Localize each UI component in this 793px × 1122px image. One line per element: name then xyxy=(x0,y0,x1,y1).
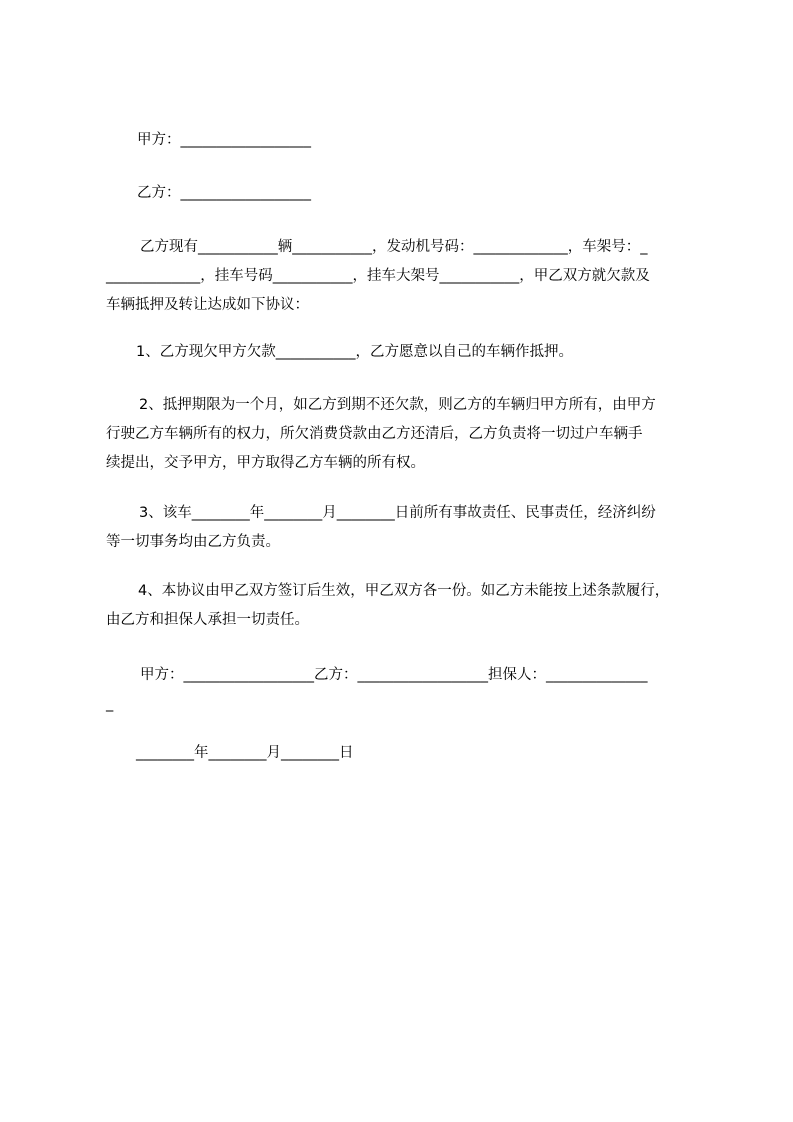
clause-4-line-2: 由乙方和担保人承担一切责任。 xyxy=(106,612,309,628)
clause-2-line-2: 行驶乙方车辆所有的权力，所欠消费贷款由乙方还清后，乙方负责将一切过户车辆手 xyxy=(106,426,643,442)
signature-line: 甲方：__________________乙方：__________________担保人：______________ xyxy=(140,667,648,683)
date-line: ________年________月________日 xyxy=(136,745,354,761)
party-b-line: 乙方：__________________ xyxy=(137,185,311,201)
clause-3-line-1: 3、该车________年________月________日前所有事故责任、民事责任，经济纠纷 xyxy=(139,505,656,521)
preamble-line-3: 车辆抵押及转让达成如下协议： xyxy=(106,297,309,313)
preamble-line-2: _____________，挂车号码___________，挂车大架号___________，甲乙双方就欠款及 xyxy=(106,268,650,284)
clause-3-line-2: 等一切事务均由乙方负责。 xyxy=(106,534,280,550)
preamble-line-1: 乙方现有___________辆___________，发动机号码：_____________，车架号：_ xyxy=(140,239,648,255)
clause-1: 1、乙方现欠甲方欠款___________，乙方愿意以自己的车辆作抵押。 xyxy=(136,344,573,360)
signature-line-overflow: _ xyxy=(106,696,114,712)
clause-2-line-3: 续提出，交予甲方，甲方取得乙方车辆的所有权。 xyxy=(106,455,425,471)
clause-2-line-1: 2、抵押期限为一个月，如乙方到期不还欠款，则乙方的车辆归甲方所有，由甲方 xyxy=(139,397,656,413)
party-a-line: 甲方：__________________ xyxy=(137,132,311,148)
clause-4-line-1: 4、本协议由甲乙双方签订后生效，甲乙双方各一份。如乙方未能按上述条款履行， xyxy=(138,583,670,599)
